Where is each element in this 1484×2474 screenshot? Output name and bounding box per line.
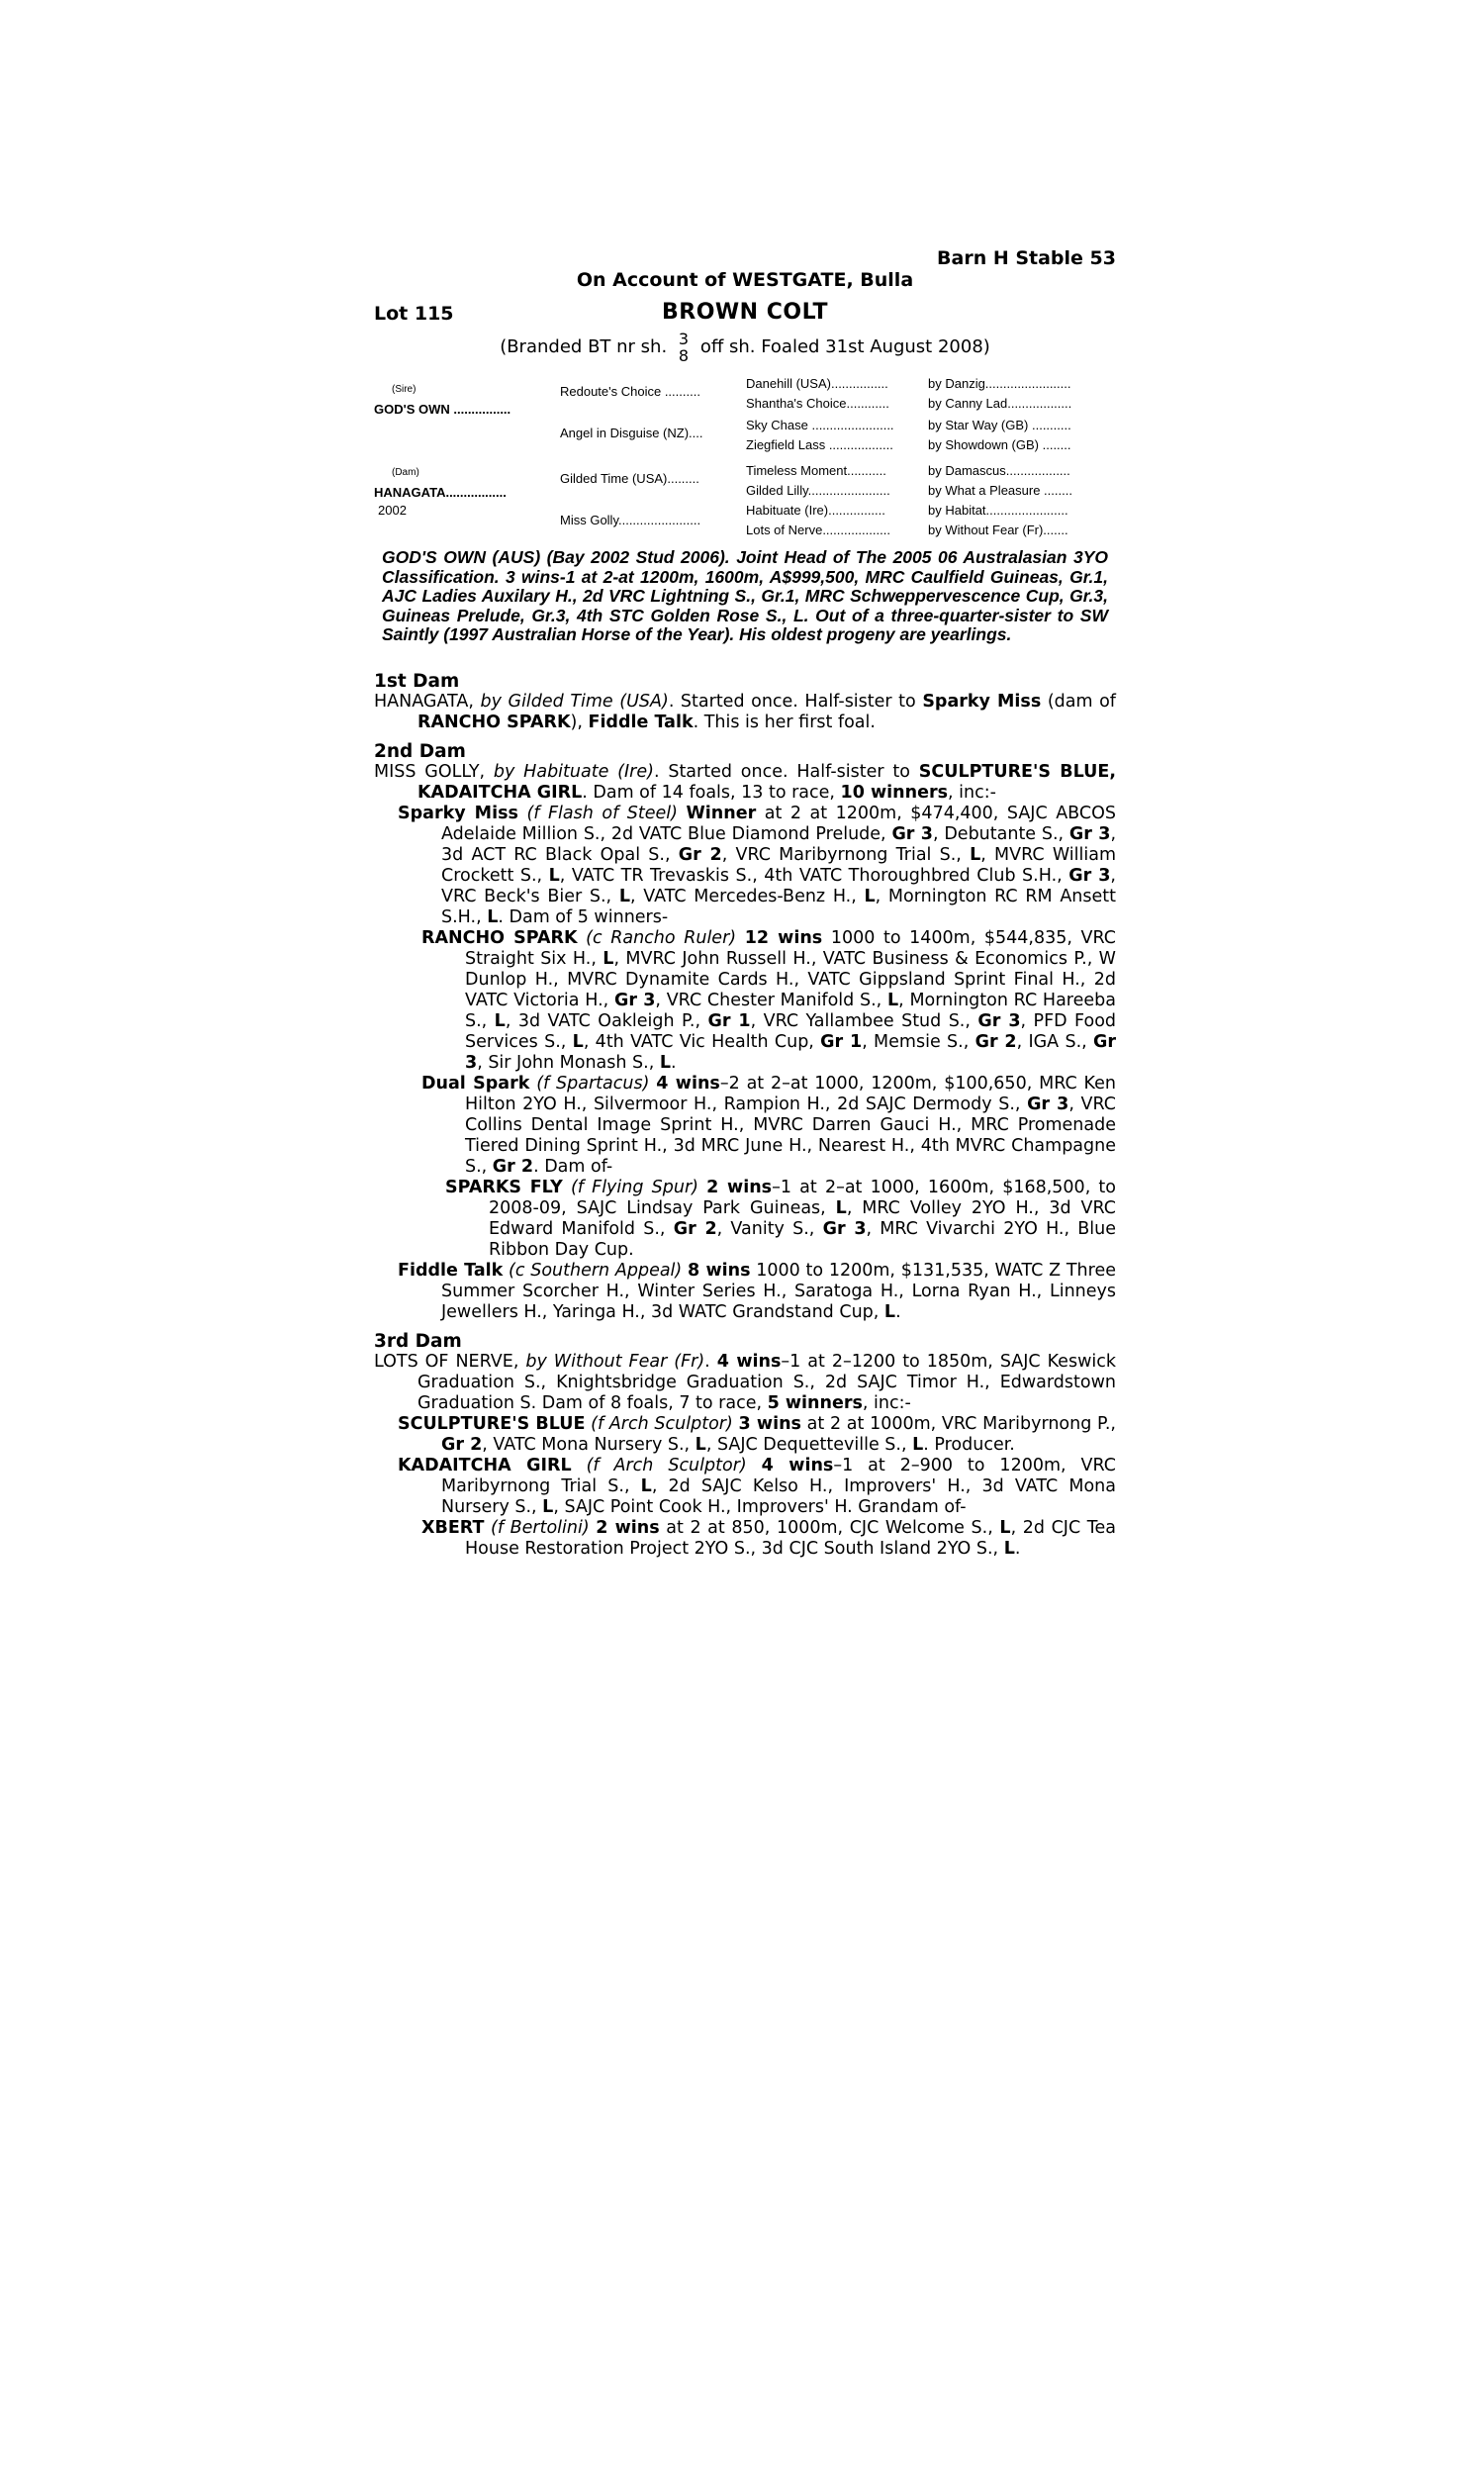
bold-text-run: 10 winners xyxy=(840,783,948,803)
bold-text-run: SCULPTURE'S BLUE, KADAITCHA GIRL xyxy=(417,762,1116,803)
bold-text-run: XBERT xyxy=(421,1518,485,1538)
ancestor-gg: Ziegfield Lass .................. xyxy=(746,437,893,452)
italic-text-run: (f Bertolini) xyxy=(484,1518,597,1538)
ancestor-ggg: by What a Pleasure ........ xyxy=(928,483,1072,498)
text-run: , Sir John Monash S., xyxy=(477,1053,660,1073)
bold-text-run: L xyxy=(970,845,981,865)
text-run: HANAGATA, xyxy=(374,692,481,712)
text-run: , Mornington RC RM Ansett S.H., xyxy=(441,887,1116,927)
ancestor-gg: Timeless Moment........... xyxy=(746,463,886,478)
progeny-entry-rancho-spark xyxy=(374,928,1116,1074)
progeny-entry-fiddle-talk xyxy=(374,1261,1116,1323)
text-run: , MVRC John Russell H., VATC Business & Economics P., W Dunlop H., MVRC Dynamite Cards H., VATC Gippsland Sprint Final H., 2d VATC Victoria H., xyxy=(465,949,1116,1010)
progeny-entry-xbert xyxy=(374,1518,1116,1560)
text-run: ), xyxy=(570,713,589,732)
lot-title: BROWN COLT xyxy=(662,300,828,325)
brand-line xyxy=(374,331,1116,364)
text-run: , SAJC Dequetteville S., xyxy=(705,1435,913,1455)
bold-text-run: SCULPTURE'S BLUE xyxy=(398,1414,586,1434)
text-run: (dam of xyxy=(1041,692,1116,712)
dam-tag: (Dam) xyxy=(392,467,419,478)
brand-mid: nr sh. xyxy=(616,336,668,357)
bold-text-run: Dual Spark xyxy=(421,1074,530,1094)
bold-text-run: Gr 1 xyxy=(707,1011,751,1031)
bold-text-run: L xyxy=(494,1011,506,1031)
bold-text-run: Gr 2 xyxy=(673,1219,717,1239)
italic-text-run: by Without Fear (Fr) xyxy=(525,1352,705,1372)
text-run: , VRC Yallambee Stud S., xyxy=(750,1011,978,1031)
text-run: , 4th VATC Vic Health Cup, xyxy=(583,1032,821,1052)
brand-fraction xyxy=(679,331,689,364)
bold-text-run: L xyxy=(572,1032,584,1052)
bold-text-run: L xyxy=(487,907,499,927)
sire-tag: (Sire) xyxy=(392,384,417,395)
bold-text-run: Gr 3 xyxy=(891,824,933,844)
bold-text-run: 4 wins xyxy=(716,1352,782,1372)
text-run: , Vanity S., xyxy=(716,1219,823,1239)
text-run: at 2 at 850, 1000m, CJC Welcome S., xyxy=(659,1518,1000,1538)
italic-text-run: by Habituate (Ire) xyxy=(493,762,654,782)
text-run: . Producer. xyxy=(923,1435,1015,1455)
bold-text-run: L xyxy=(695,1435,706,1455)
ancestor-ggg: by Star Way (GB) ........... xyxy=(928,418,1071,432)
text-run: , Debutante S., xyxy=(932,824,1069,844)
bold-text-run: 12 wins xyxy=(744,928,823,948)
bold-text-run: L xyxy=(835,1198,847,1218)
bold-text-run: Gr 3 xyxy=(977,1011,1021,1031)
bold-text-run: 3 wins xyxy=(738,1414,801,1434)
bold-text-run: L xyxy=(999,1518,1011,1538)
bold-text-run: L xyxy=(864,887,876,906)
bold-text-run: Winner xyxy=(686,804,757,823)
italic-text-run: by Gilded Time (USA) xyxy=(480,692,669,712)
progeny-entry-dual-spark xyxy=(374,1074,1116,1178)
ancestor-ggg: by Damascus.................. xyxy=(928,463,1070,478)
text-run: . Started once. Half-sister to xyxy=(653,762,919,782)
bold-text-run: Gr 3 xyxy=(1068,824,1111,844)
text-run: , 3d ACT RC Black Opal S., xyxy=(441,824,1117,865)
bold-text-run: Sparky Miss xyxy=(922,692,1042,712)
first-dam-heading: 1st Dam xyxy=(374,671,460,692)
bold-text-run: L xyxy=(912,1435,924,1455)
bold-text-run: Fiddle Talk xyxy=(588,713,694,732)
ancestor-gg: Sky Chase ....................... xyxy=(746,418,894,432)
progeny-entry-kadaitcha-girl xyxy=(374,1456,1116,1518)
bold-text-run: Gr 3 xyxy=(822,1219,867,1239)
bold-text-run: L xyxy=(640,1476,652,1496)
text-run: , VATC TR Trevaskis S., 4th VATC Thoroughbred Club S.H., xyxy=(559,866,1069,886)
bold-text-run: 2 wins xyxy=(706,1178,773,1197)
progeny-entry-sparky-miss xyxy=(374,804,1116,928)
text-run: , PFD Food Services S., xyxy=(465,1011,1117,1052)
text-run: , 2d SAJC Kelso H., Improvers' H., 3d VATC Mona Nursery S., xyxy=(441,1476,1116,1517)
text-run: , Mornington RC Hareeba S., xyxy=(465,991,1116,1031)
text-run: . xyxy=(895,1302,901,1322)
sire-summary: GOD'S OWN (AUS) (Bay 2002 Stud 2006). Joint Head of The 2005 06 Australasian 3YO Classification. 3 wins-1 at 2-at 1200m, 1600m, A$999,500, MRC Caulfield Guineas, Gr.1, AJC Ladies Auxilary H., 2d VRC Lightning S., Gr.1, MRC Schweppervescence Cup, Gr.3, Guineas Prelude, Gr.3, 4th STC Golden Rose S., L. Out of a three-quarter-sister to SW Saintly (1997 Australian Horse of the Year). His oldest progeny are yearlings. xyxy=(382,547,1108,644)
second-dam-heading: 2nd Dam xyxy=(374,741,466,762)
bold-text-run: KADAITCHA GIRL xyxy=(398,1456,572,1475)
text-run: , MRC Volley 2YO H., 3d VRC Edward Manifold S., xyxy=(489,1198,1116,1239)
lot-number: Lot 115 xyxy=(374,303,454,325)
sire-sire: Redoute's Choice .......... xyxy=(560,384,700,399)
italic-text-run: (f Arch Sculptor) xyxy=(585,1414,739,1434)
ancestor-ggg: by Habitat....................... xyxy=(928,503,1068,518)
bold-text-run: Gr 2 xyxy=(441,1435,483,1455)
italic-text-run: (f Arch Sculptor) xyxy=(571,1456,762,1475)
third-dam-paragraph xyxy=(374,1352,1116,1414)
bold-text-run: Sparky Miss xyxy=(398,804,518,823)
third-dam-heading: 3rd Dam xyxy=(374,1331,462,1352)
ancestor-ggg: by Without Fear (Fr)....... xyxy=(928,523,1068,537)
dam-line xyxy=(374,663,1116,1560)
italic-text-run: (c Rancho Ruler) xyxy=(577,928,745,948)
bold-text-run: 4 wins xyxy=(761,1456,834,1475)
text-run: . Dam of- xyxy=(533,1157,613,1177)
text-run: , VRC Beck's Bier S., xyxy=(441,866,1116,906)
brand-prefix: (Branded xyxy=(500,336,583,357)
text-run: 1000 to 1200m, $131,535, WATC Z Three Summer Scorcher H., Winter Series H., Saratoga H., Lorna Ryan H., Linneys Jewellers H., Yaringa H., 3d WATC Grandstand Cup, xyxy=(441,1261,1116,1322)
bold-text-run: 2 wins xyxy=(596,1518,660,1538)
italic-text-run: (f Spartacus) xyxy=(529,1074,657,1094)
text-run: , IGA S., xyxy=(1016,1032,1094,1052)
italic-text-run: (c Southern Appeal) xyxy=(503,1261,688,1281)
text-run: , VATC Mercedes-Benz H., xyxy=(629,887,865,906)
bold-text-run: L xyxy=(1003,1539,1015,1559)
text-run: –2 at 2–at 1000, 1200m, $100,650, MRC Ken Hilton 2YO H., Silvermoor H., Rampion H., 2d SAJC Dermody S., xyxy=(465,1074,1117,1114)
text-run: . xyxy=(1014,1539,1021,1559)
bold-text-run: Gr 2 xyxy=(492,1157,534,1177)
ancestor-gg: Habituate (Ire)................ xyxy=(746,503,885,518)
text-run: , inc:- xyxy=(862,1393,911,1413)
bold-text-run: 8 wins xyxy=(688,1261,751,1281)
bold-text-run: L xyxy=(659,1053,671,1073)
text-run: . Started once. Half-sister to xyxy=(668,692,923,712)
text-run: LOTS OF NERVE, xyxy=(374,1352,526,1372)
ancestor-gg: Shantha's Choice............ xyxy=(746,396,889,411)
text-run: , SAJC Point Cook H., Improvers' H. Grandam of- xyxy=(553,1497,967,1517)
text-run: 1000 to 1400m, $544,835, VRC Straight Six H., xyxy=(465,928,1117,969)
ancestor-gg: Lots of Nerve................... xyxy=(746,523,890,537)
bold-text-run: 4 wins xyxy=(656,1074,720,1094)
bold-text-run: 5 winners xyxy=(767,1393,863,1413)
bold-text-run: L xyxy=(618,887,630,906)
text-run: , VRC Maribyrnong Trial S., xyxy=(721,845,971,865)
italic-text-run: (f Flash of Steel) xyxy=(517,804,687,823)
text-run: at 2 at 1000m, VRC Maribyrnong P., xyxy=(800,1414,1116,1434)
bold-text-run: Gr 3 xyxy=(1068,866,1111,886)
text-run: –1 at 2–900 to 1200m, VRC Maribyrnong Trial S., xyxy=(441,1456,1116,1496)
text-run: . Dam of 5 winners- xyxy=(498,907,669,927)
fraction-numerator: 3 xyxy=(678,330,690,348)
vendor-account: On Account of WESTGATE, Bulla xyxy=(576,269,914,291)
ancestor-ggg: by Danzig........................ xyxy=(928,376,1071,391)
dam-sire: Gilded Time (USA)......... xyxy=(560,471,699,486)
progeny-entry-sculptures-blue xyxy=(374,1414,1116,1456)
text-run: , inc:- xyxy=(948,783,996,803)
bold-text-run: Gr 3 xyxy=(613,991,656,1010)
text-run: –1 at 2–at 1000, 1600m, $168,500, to 2008-09, SAJC Lindsay Park Guineas, xyxy=(489,1178,1117,1218)
ancestor-ggg: by Canny Lad.................. xyxy=(928,396,1072,411)
ancestor-gg: Gilded Lilly....................... xyxy=(746,483,890,498)
text-run: MISS GOLLY, xyxy=(374,762,494,782)
text-run: . This is her first foal. xyxy=(693,713,876,732)
text-run: , VRC Chester Manifold S., xyxy=(655,991,887,1010)
bold-text-run: L xyxy=(886,991,899,1010)
italic-text-run: (f Flying Spur) xyxy=(562,1178,707,1197)
bold-text-run: L xyxy=(883,1302,896,1322)
bold-text-run: Gr 3 xyxy=(465,1032,1117,1073)
sire-dam: Angel in Disguise (NZ).... xyxy=(560,426,703,440)
text-run: , VATC Mona Nursery S., xyxy=(482,1435,696,1455)
bold-text-run: RANCHO SPARK xyxy=(417,713,571,732)
brand-mark: BT xyxy=(588,336,611,357)
brand-suffix: off sh. Foaled 31st August 2008) xyxy=(699,336,990,357)
text-run: , MVRC William Crockett S., xyxy=(441,845,1117,886)
text-run: , 3d VATC Oakleigh P., xyxy=(505,1011,708,1031)
bold-text-run: L xyxy=(603,949,614,969)
dam-dam: Miss Golly....................... xyxy=(560,513,701,527)
dam-name: HANAGATA................. xyxy=(374,485,507,500)
bold-text-run: RANCHO SPARK xyxy=(421,928,578,948)
text-run: , MRC Vivarchi 2YO H., Blue Ribbon Day Cup. xyxy=(489,1219,1117,1260)
bold-text-run: L xyxy=(548,866,560,886)
barn-stable: Barn H Stable 53 xyxy=(937,247,1116,269)
text-run: . xyxy=(671,1053,677,1073)
pedigree-table xyxy=(374,372,1116,545)
second-dam-paragraph xyxy=(374,762,1116,804)
text-run: at 2 at 1200m, $474,400, SAJC ABCOS Adelaide Million S., 2d VATC Blue Diamond Prelude, xyxy=(441,804,1116,844)
text-run: –1 at 2–1200 to 1850m, SAJC Keswick Graduation S., Knightsbridge Graduation S., 2d SAJC Timor H., Edwardstown Graduation S. Dam of 8 foals, 7 to race, xyxy=(417,1352,1116,1413)
progeny-entry-sparks-fly xyxy=(374,1178,1116,1261)
text-run: , 2d CJC Tea House Restoration Project 2YO S., 3d CJC South Island 2YO S., xyxy=(465,1518,1116,1559)
first-dam-paragraph xyxy=(374,692,1116,733)
ancestor-gg: Danehill (USA)................ xyxy=(746,376,888,391)
text-run: . xyxy=(704,1352,717,1372)
bold-text-run: Gr 2 xyxy=(974,1032,1017,1052)
bold-text-run: Gr 1 xyxy=(820,1032,863,1052)
ancestor-ggg: by Showdown (GB) ........ xyxy=(928,437,1071,452)
text-run: , Memsie S., xyxy=(862,1032,975,1052)
bold-text-run: Fiddle Talk xyxy=(398,1261,504,1281)
bold-text-run: Gr 3 xyxy=(1027,1094,1069,1114)
bold-text-run: L xyxy=(542,1497,554,1517)
bold-text-run: SPARKS FLY xyxy=(445,1178,563,1197)
bold-text-run: Gr 2 xyxy=(678,845,722,865)
dam-year: 2002 xyxy=(378,503,407,518)
text-run: , VRC Collins Dental Image Sprint H., MVRC Darren Gauci H., MRC Promenade Tiered Dining Sprint H., 3d MRC June H., Nearest H., 4th MVRC Champagne S., xyxy=(465,1094,1116,1177)
fraction-denominator: 8 xyxy=(678,346,690,365)
sire-name: GOD'S OWN ................ xyxy=(374,402,511,417)
text-run: . Dam of 14 foals, 13 to race, xyxy=(582,783,841,803)
